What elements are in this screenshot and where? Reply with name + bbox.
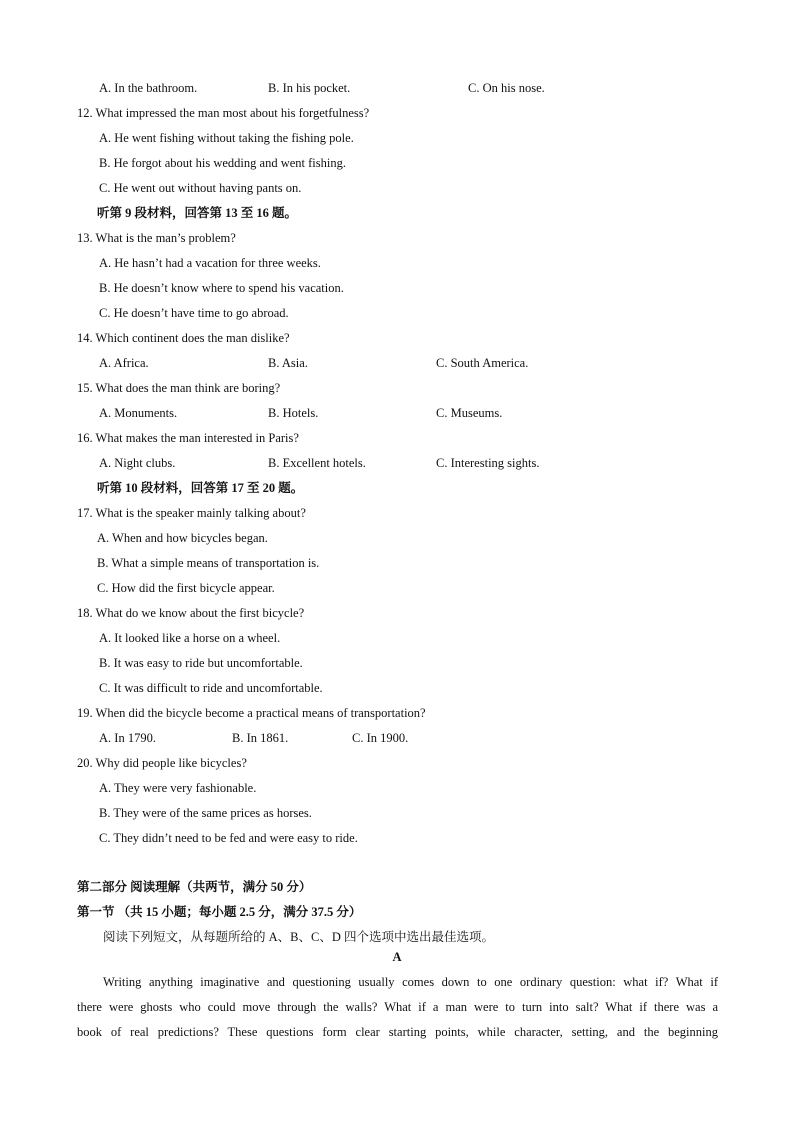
q19-question: 19. When did the bicycle become a practical means of transportation? <box>77 706 426 720</box>
passage-line-1: Writing anything imaginative and questioning usually comes down to one ordinary question: what if? What if <box>103 975 718 989</box>
q11-option-b: B. In his pocket. <box>268 81 351 95</box>
q20-option-c: C. They didn’t need to be fed and were easy to ride. <box>99 831 358 845</box>
q13-option-b: B. He doesn’t know where to spend his vacation. <box>99 281 344 295</box>
q19-option-a: A. In 1790. <box>99 731 156 745</box>
q11-option-c: C. On his nose. <box>468 81 545 95</box>
q14-option-a: A. Africa. <box>99 356 149 370</box>
q19-option-c: C. In 1900. <box>352 731 409 745</box>
q15-question: 15. What does the man think are boring? <box>77 381 281 395</box>
q12-option-b: B. He forgot about his wedding and went fishing. <box>99 156 346 170</box>
q18-option-a: A. It looked like a horse on a wheel. <box>99 631 281 645</box>
q15-option-a: A. Monuments. <box>99 406 178 420</box>
q17-option-b: B. What a simple means of transportation is. <box>97 556 320 570</box>
section-9-heading: 听第 9 段材料，回答第 13 至 16 题。 <box>97 206 298 220</box>
reading-instruction: 阅读下列短文，从每题所给的 A、B、C、D 四个选项中选出最佳选项。 <box>103 930 494 944</box>
part-2-title: 第二部分 阅读理解（共两节，满分 50 分） <box>77 880 312 894</box>
q16-option-b: B. Excellent hotels. <box>268 456 366 470</box>
section-1-heading: 第一节 （共 15 小题；每小题 2.5 分，满分 37.5 分） <box>77 905 362 919</box>
q11-option-a: A. In the bathroom. <box>99 81 198 95</box>
q13-option-c: C. He doesn’t have time to go abroad. <box>99 306 289 320</box>
q12-option-a: A. He went fishing without taking the fishing pole. <box>99 131 354 145</box>
section-10-heading: 听第 10 段材料，回答第 17 至 20 题。 <box>97 481 304 495</box>
q14-question: 14. Which continent does the man dislike? <box>77 331 290 345</box>
q16-question: 16. What makes the man interested in Paris? <box>77 431 299 445</box>
passage-line-2: there were ghosts who could move through the walls? What if a man were to turn into salt? What if there was a <box>77 1000 718 1014</box>
q15-option-c: C. Museums. <box>436 406 503 420</box>
q18-option-b: B. It was easy to ride but uncomfortable. <box>99 656 303 670</box>
q18-question: 18. What do we know about the first bicycle? <box>77 606 305 620</box>
q17-option-a: A. When and how bicycles began. <box>97 531 268 545</box>
q13-question: 13. What is the man’s problem? <box>77 231 236 245</box>
q13-option-a: A. He hasn’t had a vacation for three weeks. <box>99 256 321 270</box>
q17-option-c: C. How did the first bicycle appear. <box>97 581 275 595</box>
q17-question: 17. What is the speaker mainly talking about? <box>77 506 306 520</box>
q16-option-c: C. Interesting sights. <box>436 456 540 470</box>
q20-option-a: A. They were very fashionable. <box>99 781 257 795</box>
passage-line-3: book of real predictions? These questions form clear starting points, while character, setting, and the beginning <box>77 1025 718 1039</box>
q12-option-c: C. He went out without having pants on. <box>99 181 302 195</box>
q20-option-b: B. They were of the same prices as horses. <box>99 806 312 820</box>
q19-option-b: B. In 1861. <box>232 731 289 745</box>
q14-option-c: C. South America. <box>436 356 529 370</box>
passage-label: A <box>392 950 402 964</box>
q18-option-c: C. It was difficult to ride and uncomfortable. <box>99 681 323 695</box>
q15-option-b: B. Hotels. <box>268 406 319 420</box>
q16-option-a: A. Night clubs. <box>99 456 176 470</box>
q20-question: 20. Why did people like bicycles? <box>77 756 247 770</box>
q12-question: 12. What impressed the man most about his forgetfulness? <box>77 106 370 120</box>
q14-option-b: B. Asia. <box>268 356 308 370</box>
